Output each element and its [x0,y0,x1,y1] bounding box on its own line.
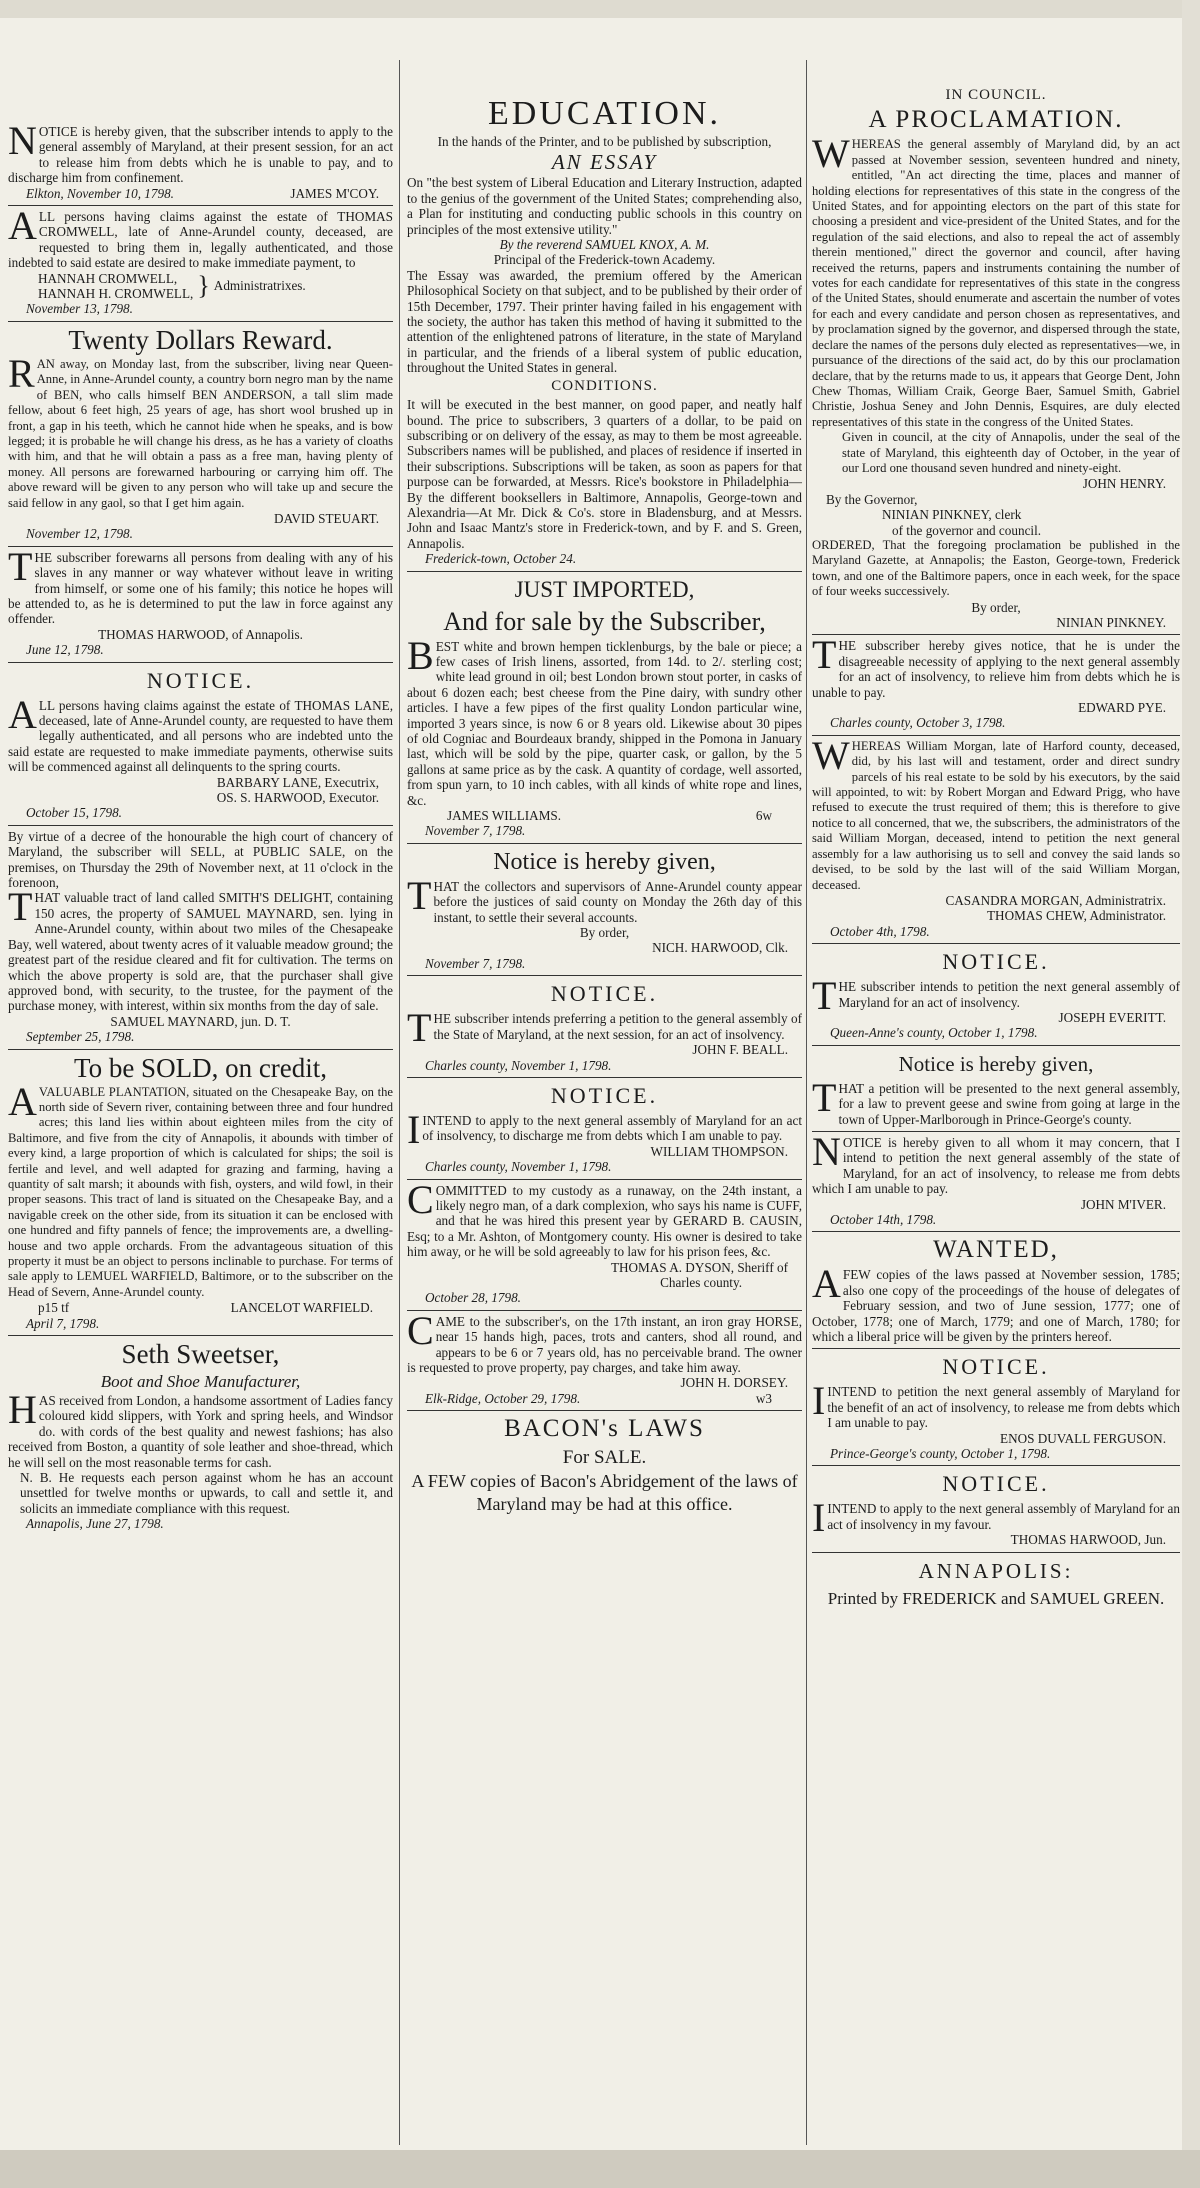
ad-plantation [8,1053,393,1332]
ad-date: November 12, 1798. [26,526,133,542]
ad-geese [812,1049,1180,1127]
ad-title: JUST IMPORTED, [514,576,695,602]
divider [8,205,393,206]
ad-morgan [812,732,1180,939]
ad-dorsey [407,1307,802,1406]
ad-bacon [407,1414,802,1516]
ad-body: WHEREAS William Morgan, late of Harford county, deceased, did, by his last will and testament, order and direct sundry parcels of his real estate to be sold by his executors, by the said will appointed, to wit: by Robert Morgan and Edward Prigg, who have refused to execute the trust required of them; this is therefore to give notice to all concerned, that we, the subscribers, the administrators of the said William Morgan, deceased, intend to petition the next general assembly for a law authorising us to sell and convey the said lands so devised, to be sold by the last will of the said William Morgan, deceased. [812,732,1180,892]
ad-title: NOTICE. [550,981,659,1007]
ad-everitt [812,947,1180,1041]
ad-signer: NINIAN PINKNEY. [1056,615,1166,630]
ad-date: November 7, 1798. [425,955,526,971]
divider [407,1310,802,1311]
ad-body: IINTEND to petition the next general assembly of Maryland for the benefit of an act of insolvency, to release me from debts which I am unable to pay. [812,1378,1180,1431]
column-rule-1 [399,60,400,2145]
divider [812,1465,1180,1466]
divider [812,1045,1180,1046]
ad-signer: JOSEPH EVERITT. [1058,1009,1166,1025]
ad-body: ALL persons having claims against the estate of THOMAS CROMWELL, late of Anne-Arundel county, deceased, are requested to bring them in, legally authenticated, and those indebted to said estate are desired to make immediate payment, to [8,203,393,271]
ad-signer: SAMUEL MAYNARD, jun. D. T. [110,1013,291,1029]
ad-wanted [812,1235,1180,1344]
ad-body: WHEREAS the general assembly of Maryland did, by an act passed at November session, seventeen hundred and ninety, entitled, "An act directing the time, places and manner of holding elections for representatives of this state in the congress of the United States, and for appointing electors on the part of this state for choosing a president and vice-president of the United States, and for the regulation of the said elections, and also to repeal the act of assembly therein mentioned," direct the governor and council, after having received the returns, papers and instruments containing the number of votes for each candidate for representatives of this state in the congress of the United States, should enumerate and ascertain the number of votes for each and every candidate and person chosen as representatives, and by proclamation signed by the governor, and dispersed through the state, declare the names of the persons duly elected as representatives—we, in pursuance of the directions of the said act, do by this our proclamation declare, that by the returns made to us, it appears that George Dent, John Chew Thomas, William Craik, George Baer, Samuel Smith, Gabriel Christie, Joshua Seney and John Dennis, Esquires, are duly elected representatives of this state in the congress of the United States. [812,131,1180,429]
ad-section-title: CONDITIONS. [551,377,658,394]
ad-body: THAT valuable tract of land called SMITH'S DELIGHT, containing 150 acres, the property of SAMUEL MAYNARD, sen. lying in Anne-Arundel county, within about two miles of the Chesapeake Bay, well watered, about twenty acres of it valuable meadow ground; the greatest part of the residue cleared and fit for cultivation. The terms on which the above property is sold are, that the purchaser shall give approved bond, with security, to the trustee, for the payment of the purchase money, with interest, within six months from the day of sale. [8,884,393,1014]
ad-sweetser [8,1339,393,1532]
divider [812,1231,1180,1232]
ad-title: NOTICE. [942,949,1050,975]
divider [812,735,1180,736]
ad-signer: THOMAS CHEW, Administrator. [986,908,1166,924]
ad-signer: THOMAS HARWOOD, of Annapolis. [98,626,303,642]
ad-body: A FEW copies of Bacon's Abridgement of the laws of Maryland may be had at this office. [411,1471,798,1515]
ad-title: Twenty Dollars Reward. [68,324,333,355]
ad-imported [407,575,802,839]
ad-date: October 15, 1798. [26,805,122,821]
ad-title: NOTICE. [942,1471,1050,1497]
ad-clerk: of the governor and council. [892,522,1042,538]
ad-signer: WILLIAM THOMPSON. [650,1143,788,1159]
ad-body: By virtue of a decree of the honourable the high court of chancery of Maryland, the subscriber will SELL, at PUBLIC SALE, on the premises, on Thursday the 29th of November next, at 11 o'clock in the forenoon, [8,828,393,891]
divider [8,1049,393,1050]
ad-collectors [407,847,802,971]
divider [8,825,393,826]
ad-signer: NICH. HARWOOD, Clk. [652,940,788,956]
ad-by: By the Governor, [826,491,918,507]
ad-signer: JOHN F. BEALL. [692,1042,788,1058]
ad-body: RAN away, on Monday last, from the subscriber, living near Queen-Anne, in Anne-Arundel county, a country born negro man by the name of BEN, who calls himself BEN ANDERSON, a tall slim made fellow, about 6 feet high, 25 years of age, has short wool brushed up in front, a gap in his teeth, which he cannot hide when he speaks, and is bow legged; it is probable he will change his dress, as he has a variety of cloaths with him, and that he will obtain a pass as a free man, having plenty of money. All persons are forewarned harbouring or carrying him off. The above reward will be given to any person who will take up and secure the said fellow in any gaol, so that I get him again. [8,350,393,510]
ad-signer: BARBARY LANE, Executrix, [216,774,379,790]
ad-body: The Essay was awarded, the premium offered by the American Philosophical Society on that subject, and to be published by their order of 15th December, 1797. Their printer having failed in his engagement with the society, the author has taken this method of having it submitted to the attention of the enlightened patrons of literature, in the state of Maryland in particular, and the friends of a liberal system of public education, throughout the United States in general. [407,267,802,376]
ad-mciver [812,1128,1180,1227]
ad-date: Charles county, November 1, 1798. [425,1159,612,1175]
ad-signer: JOHN HENRY. [1082,476,1166,492]
imprint [812,1556,1180,1610]
ad-title: Notice is hereby given, [493,848,716,875]
ad-pye [812,632,1180,731]
divider [812,1348,1180,1349]
ad-code: w3 [755,1390,772,1406]
divider [812,1131,1180,1132]
divider [407,1077,802,1078]
ad-by: By order, [579,925,630,941]
column-right [812,60,1180,1614]
ad-date: October 4th, 1798. [830,923,930,939]
divider [8,1335,393,1336]
ad-title: NOTICE. [942,1354,1050,1380]
divider [8,546,393,547]
ad-date: Frederick-town, October 24. [425,551,577,567]
ad-body: THE subscriber hereby gives notice, that he is under the disagreeable necessity of applying to the next general assembly for an act of insolvency, to relieve him from debts which he is unable to pay. [812,632,1180,700]
ad-reward [8,325,393,542]
scan-right-edge [1182,0,1200,2188]
column-left [8,60,393,1536]
ad-date: November 7, 1798. [425,823,526,839]
ad-intro: In the hands of the Printer, and to be published by subscription, [437,134,772,149]
ad-harwood-jun [812,1469,1180,1547]
ad-signer: JOHN M'IVER. [1080,1196,1166,1212]
ad-date: October 14th, 1798. [830,1212,937,1227]
ad-body: HAS received from London, a handsome assortment of Ladies fancy coloured kidd slippers, with York and spring heels, and Windsor do. with cords of the best quality and newest fashions; has also received from Boston, a quantity of sole leather and shoe-thread, which he will sell on the most reasonable terms for cash. [8,1387,393,1470]
ad-body: It will be executed in the best manner, on good paper, and neatly half bound. The price to subscribers, 3 quarters of a dollar, to be paid on subscribing or on delivery of the essay, as may to them be most agreeable. Subscribers names will be published, and places of residence if inserted in their subscriptions. Subscriptions will be taken, as soon as papers for that purpose can be forwarded, at Messrs. Rice's bookstore in Philadelphia—By the different booksellers in Baltimore, Annapolis, George-town and Alexandria—At Mr. Dick & Co's. store in Bladensburg, and at Messrs. John and Isaac Mantz's store in Frederick-town, and by F. and S. Green, Annapolis. [407,397,802,551]
ad-body: THE subscriber intends to petition the next general assembly of Maryland for an act of insolvency. [812,973,1180,1019]
ad-title: NOTICE. [550,1082,659,1108]
ad-subtitle: AN ESSAY [551,150,658,175]
scan-top-edge [0,0,1200,18]
ad-body: CAME to the subscriber's, on the 17th instant, an iron gray HORSE, near 15 hands high, paces, trots and canters, shod all round, and appears to be 6 or 7 years old, has no perceivable brand. The owner is requested to prove property, pay charges, and take him away. [407,1307,802,1375]
divider [8,321,393,322]
ad-signer: JAMES WILLIAMS. [447,808,562,824]
ad-title: WANTED, [933,1236,1059,1264]
ad-harwood [8,543,393,658]
ad-code: 6w [755,808,772,824]
ad-proclamation [812,88,1180,630]
ad-ordered: ORDERED, That the foregoing proclamation be published in the Maryland Gazette, at Annapolis; the Easton, George-town, Frederick town, and one of the Baltimore papers, once in each week, for the space of four weeks successively. [812,537,1180,599]
ad-subtitle: For SALE. [562,1447,647,1469]
ad-date: Charles county, October 3, 1798. [830,715,1006,731]
ad-subtitle: Boot and Shoe Manufacturer, [100,1372,301,1392]
divider [407,843,802,844]
ad-author-title: Principal of the Frederick-town Academy. [493,252,716,268]
ad-cromwell: ALL persons having claims against the estate of THOMAS CROMWELL, late of Anne-Arundel county, deceased, are requested to bring them in, legally authenticated, and those indebted to said estate are desired to make immediate payment, to HANNAH CROMWELL, HANNAH H. CROMWELL, } Administratrixes. November 13, 1798. [8,203,393,317]
divider [407,1410,802,1411]
ad-body: THAT the collectors and supervisors of Anne-Arundel county appear before the justices of said county on Monday the 26th day of this instant, to settle their several accounts. [407,872,802,925]
ad-title: NOTICE. [146,667,255,693]
ad-title: And for sale by the Subscriber, [443,606,766,636]
ad-body: NOTICE is hereby given to all whom it may concern, that I intend to petition the next general assembly of the state of Maryland, for an act of insolvency, to release me from debts which I am unable to pay. [812,1128,1180,1197]
ad-date: October 28, 1798. [425,1290,521,1306]
ad-title: To be SOLD, on credit, [73,1052,328,1083]
ad-ferguson [812,1352,1180,1461]
ad-body: THE subscriber intends preferring a petition to the general assembly of the State of Maryland, at the next session, for an act of insolvency. [407,1005,802,1051]
ad-body: BEST white and brown hempen ticklenburgs, by the bale or piece; a few cases of Irish linens, assorted, from 14d. to 2/. sterling cost; white lead ground in oil; best London brown stout porter, in casks of about 6 dozen each; best cheese from the Pine dairy, with sundry other articles. I have a few pipes of the first quality London particular wine, imported 3 years since, is now 6 or 8 years old. Likewise about 30 pipes of old Cogniac and Bourdeaux brandy, shipped in the Pomona in January last, which will be sold by the pipe, quarter cask, or gallon, by the 5 gallons at same price as by the cask. A quantity of cordage, well assorted, from spun yarn, to 10 inch cables, with all kinds of white rope and lines, &c. [407,632,802,808]
divider [812,943,1180,944]
ad-council: IN COUNCIL. [945,87,1047,103]
ad-signer: ENOS DUVALL FERGUSON. [1000,1430,1166,1446]
divider [812,1552,1180,1553]
ad-dyson [407,1176,802,1306]
ad-beall [407,979,802,1073]
ad-body: NOTICE is hereby given, that the subscriber intends to apply to the general assembly of Maryland, at their present session, for an act to release him from debts which he is unable to pay, and to discharge him from confinement. [8,118,393,186]
divider [407,571,802,572]
ad-mccoy [8,118,393,201]
ad-date: April 7, 1798. [26,1315,100,1331]
ad-date: Elk-Ridge, October 29, 1798. [425,1390,581,1406]
divider [812,634,1180,635]
ad-body: On "the best system of Liberal Education and Literary Instruction, adapted to the genius of the government of the United States; comprehending also, a Plan for instituting and conducting public schools in this country on principles of the most extensive utility." [407,175,802,237]
ad-signer: EDWARD PYE. [1078,700,1166,716]
ad-body: AVALUABLE PLANTATION, situated on the Chesapeake Bay, on the north side of Severn river, containing between three and four hundred acres; this land lies within about eighteen miles from the city of Baltimore, and five from the city of Annapolis, it abounds with timber of every kind, a large proportion of which is calculated for ships; the soil is fertile and level, and well adapted for grazing and farming, having a quantity of salt marsh; it abounds with fish, oysters, and wild fowl, in their proper seasons. This tract of land is situated on the Chesapeake Bay, and a navigable creek on the other side, from its situation it can be enclosed with one hundred and fifty pannels of fence; the improvements are, a dwelling-house and two apple orchards. From the advantageous situation of this property it must be an object to persons inclinable to purchase. For terms of sale apply to LEMUEL WARFIELD, Baltimore, or to the subscriber on the Head of Severn, Anne-Arundel county. [8,1078,393,1299]
ad-title: Seth Sweetser, [121,1339,280,1370]
ad-body: IINTEND to apply to the next general assembly of Maryland for an act of insolvency, to discharge me from debts which I am unable to pay. [407,1106,802,1152]
divider [8,662,393,663]
ad-title: BACON's LAWS [504,1415,705,1443]
ad-signer: HANNAH H. CROMWELL, [38,286,194,302]
ad-title: Notice is hereby given, [898,1051,1094,1076]
ad-date: Charles county, November 1, 1798. [425,1057,612,1073]
ad-date: Annapolis, June 27, 1798. [26,1516,164,1532]
ad-signer: OS. S. HARWOOD, Executor. [216,790,379,806]
ad-date: November 13, 1798. [26,301,133,317]
ad-body: ALL persons having claims against the estate of THOMAS LANE, deceased, late of Anne-Arundel county, are requested to have them legally authenticated, and all persons who are indebted unto the said estate are requested to make immediate payments, otherwise suits will be commenced against all delinquents to the spring courts. [8,691,393,775]
ad-date: Elkton, November 10, 1798. [26,185,174,201]
divider [407,975,802,976]
ad-date: September 25, 1798. [26,1029,135,1045]
ad-chancery-sale [8,829,393,1045]
ad-date: June 12, 1798. [26,642,104,658]
ad-body: AFEW copies of the laws passed at November session, 1785; also one copy of the proceedings of the house of delegates of February session, and two of June session, 1777; one of October, 1778; one of March, 1779; and one of March, 1780; for which a liberal price will be given by the printers hereof. [812,1261,1180,1345]
scan-bottom-edge [0,2150,1200,2188]
ad-body: COMMITTED to my custody as a runaway, on the 24th instant, a likely negro man, of a dark complexion, who says his name is CUFF, and that he was hired this present year by GERARD B. CAUSIN, Esq; to a Mr. Ashton, of Montgomery county. His owner is desired to take him away, or he will be sold agreeably to law for his prison fees, &c. [407,1176,802,1260]
ad-author: By the reverend SAMUEL KNOX, A. M. [499,237,710,253]
ad-signer: HANNAH CROMWELL, [38,270,178,286]
ad-role: Administratrixes. [213,278,306,294]
ad-signer: THOMAS A. DYSON, Sheriff of [610,1259,788,1275]
column-middle [407,60,802,1520]
column-rule-2 [806,60,807,2145]
ad-signer: LANCELOT WARFIELD. [230,1300,373,1316]
ad-by: By order, [971,599,1021,615]
ad-thompson [407,1081,802,1175]
ad-clerk: NINIAN PINKNEY, clerk [882,507,1022,523]
ad-body: IINTEND to apply to the next general assembly of Maryland for an act of insolvency in my favour. [812,1495,1180,1541]
ad-body: THAT a petition will be presented to the next general assembly, for a law to prevent geese and swine from going at large in the town of Upper-Marlborough in Prince-George's county. [812,1074,1180,1127]
ad-note: N. B. He requests each person against whom he has an account unsettled for twelve months or upwards, to call and settle it, and solicits an immediate compliance with this request. [20,1470,393,1516]
ad-code: p15 tf [38,1300,70,1316]
ad-signer: JAMES M'COY. [290,185,379,201]
imprint-printer: Printed by FREDERICK and SAMUEL GREEN. [827,1588,1165,1608]
ad-body: THE subscriber forewarns all persons from dealing with any of his slaves in any manner or way whatever without leave in writing from himself, or some one of his family; this notice he hopes will be attended to, as he is determined to put the law in force against any offender. [8,543,393,627]
imprint-place: ANNAPOLIS: [918,1558,1074,1583]
ad-lane [8,666,393,821]
ad-signer: JOHN H. DORSEY. [680,1375,788,1391]
ad-signer: CASANDRA MORGAN, Administratrix. [945,892,1166,908]
ad-given: Given in council, at the city of Annapolis, under the seal of the state of Maryland, this eighteenth day of October, in the year of our Lord one thousand seven hundred and ninety-eight. [842,430,1180,475]
ad-education [407,96,802,567]
divider [407,1179,802,1180]
ad-signer: DAVID STEUART. [274,510,379,526]
ad-date: Queen-Anne's county, October 1, 1798. [830,1025,1038,1041]
ad-date: Prince-George's county, October 1, 1798. [830,1446,1051,1462]
ad-signer: Charles county. [660,1274,742,1290]
ad-signer: THOMAS HARWOOD, Jun. [1010,1532,1166,1548]
ad-title: EDUCATION. [487,95,722,132]
ad-title: A PROCLAMATION. [868,106,1124,134]
